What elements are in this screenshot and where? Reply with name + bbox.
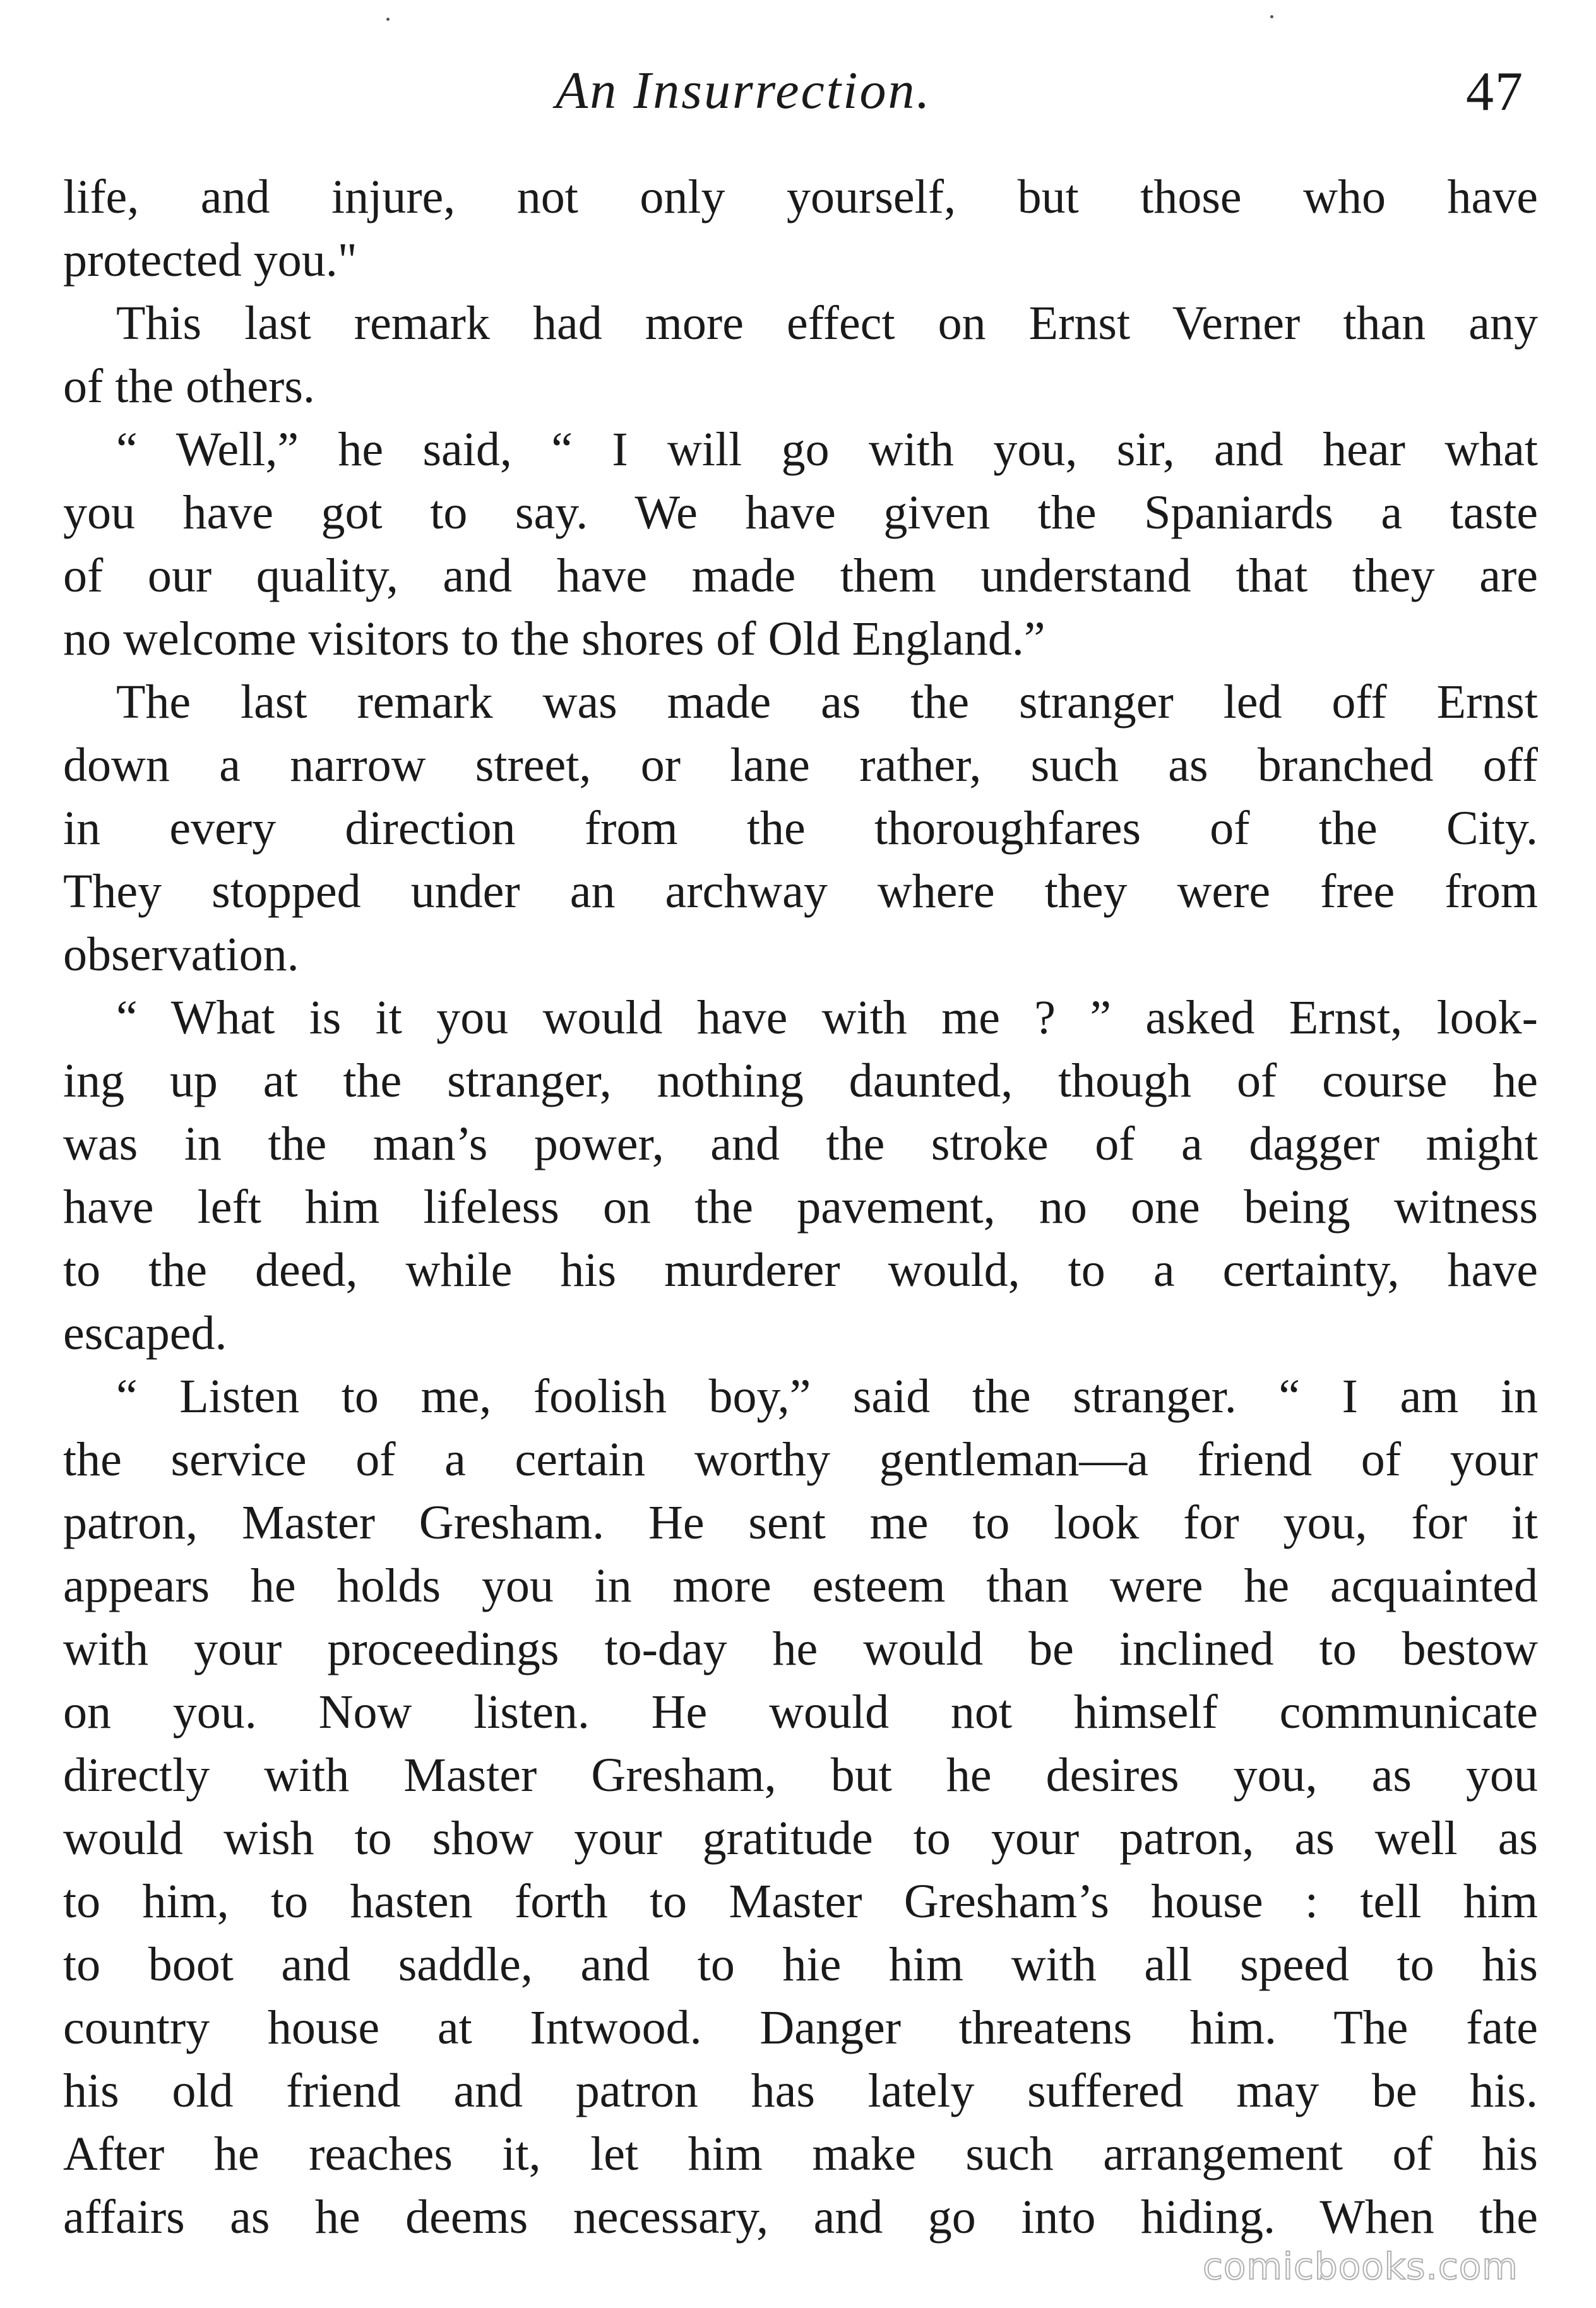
text-line: directly with Master Gresham, but he desires you, as you (63, 1749, 1538, 1802)
page-header (0, 60, 1596, 129)
text-line: to boot and saddle, and to hie him with all speed to his (63, 1938, 1538, 1991)
text-line: to him, to hasten forth to Master Gresham’s house : tell him (63, 1875, 1538, 1928)
text-line: life, and injure, not only yourself, but those who have (63, 170, 1538, 223)
text-line: with your proceedings to-day he would be inclined to bestow (63, 1622, 1538, 1675)
text-line: This last remark had more effect on Ernst Verner than any (116, 297, 1538, 350)
text-line: of our quality, and have made them understand that they are (63, 549, 1538, 602)
text-line: They stopped under an archway where they were free from (63, 865, 1538, 918)
text-line: would wish to show your gratitude to your patron, as well as (63, 1812, 1538, 1865)
text-line: affairs as he deems necessary, and go into hiding. When the (63, 2191, 1538, 2244)
text-line: was in the man’s power, and the stroke of a dagger might (63, 1117, 1538, 1170)
text-line: his old friend and patron has lately suffered may be his. (63, 2064, 1538, 2117)
paper-speck (386, 18, 390, 21)
text-line: protected you." (63, 234, 357, 287)
watermark-logo: comicbooks.com (1203, 2245, 1518, 2288)
text-line: “ Well,” he said, “ I will go with you, sir, and hear what (116, 423, 1538, 476)
text-line: After he reaches it, let him make such arrangement of his (63, 2127, 1538, 2180)
page-number: 47 (1466, 61, 1524, 122)
text-line: no welcome visitors to the shores of Old England.” (63, 612, 1045, 665)
text-line: “ Listen to me, foolish boy,” said the stranger. “ I am in (116, 1370, 1538, 1423)
text-line: of the others. (63, 360, 315, 413)
text-line: on you. Now listen. He would not himself communicate (63, 1686, 1538, 1739)
text-line: “ What is it you would have with me ? ” asked Ernst, look- (116, 991, 1538, 1044)
text-line: you have got to say. We have given the Spaniards a taste (63, 486, 1538, 539)
text-line: have left him lifeless on the pavement, no one being witness (63, 1181, 1538, 1234)
text-line: ing up at the stranger, nothing daunted, though of course he (63, 1054, 1538, 1107)
text-line: appears he holds you in more esteem than were he acquainted (63, 1559, 1538, 1612)
body-text (63, 165, 1538, 2249)
paper-speck (1270, 15, 1273, 18)
text-line: the service of a certain worthy gentleman—a friend of your (63, 1433, 1538, 1486)
running-title: An Insurrection. (556, 61, 932, 120)
text-line: observation. (63, 928, 299, 981)
text-line: in every direction from the thoroughfares of the City. (63, 802, 1538, 855)
text-line: escaped. (63, 1307, 227, 1360)
text-line: patron, Master Gresham. He sent me to look for you, for it (63, 1496, 1538, 1549)
text-line: The last remark was made as the stranger led off Ernst (116, 675, 1538, 729)
text-line: to the deed, while his murderer would, to a certainty, have (63, 1244, 1538, 1297)
text-line: down a narrow street, or lane rather, such as branched off (63, 739, 1538, 792)
text-line: country house at Intwood. Danger threatens him. The fate (63, 2001, 1538, 2054)
